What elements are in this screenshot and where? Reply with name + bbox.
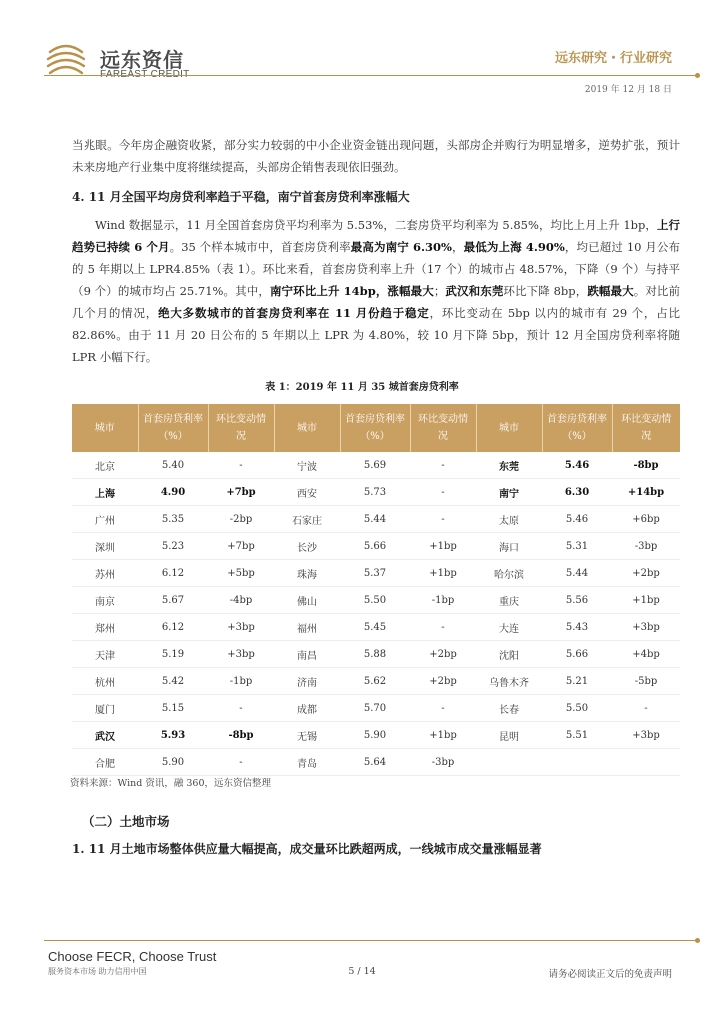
table-caption: 表 1：2019 年 11 月 35 城首套房贷利率: [265, 382, 459, 393]
cell-rate: 5.66: [340, 533, 410, 560]
cell-change: +3bp: [612, 614, 680, 641]
cell-city: 长沙: [274, 533, 340, 560]
cell-change: +5bp: [208, 560, 274, 587]
cell-rate: 5.50: [542, 695, 612, 722]
cell-rate: 6.12: [138, 614, 208, 641]
header-city: 城市: [476, 404, 542, 452]
cell-city: 乌鲁木齐: [476, 668, 542, 695]
table-row: [72, 452, 680, 479]
cell-city: 郑州: [72, 614, 138, 641]
cell-rate: 5.40: [138, 452, 208, 479]
cell-rate: 5.88: [340, 641, 410, 668]
cell-change: [612, 749, 680, 776]
cell-rate: 5.15: [138, 695, 208, 722]
s4-text-3: ，: [451, 240, 464, 254]
cell-city: 南宁: [476, 479, 542, 506]
intro-paragraph: [72, 134, 680, 178]
cell-change: -1bp: [208, 668, 274, 695]
cell-rate: 5.90: [138, 749, 208, 776]
table-header-row: [72, 404, 680, 452]
cell-city: 上海: [72, 479, 138, 506]
cell-change: +7bp: [208, 479, 274, 506]
cell-rate: 6.12: [138, 560, 208, 587]
cell-city: 广州: [72, 506, 138, 533]
cell-rate: 5.35: [138, 506, 208, 533]
section-4-heading: 4. 11 月全国平均房贷利率趋于平稳，南宁首套房贷利率涨幅大: [72, 190, 410, 204]
cell-rate: 5.51: [542, 722, 612, 749]
header-change: 环比变动情况: [612, 404, 680, 452]
land-market-subheading: 1. 11 月土地市场整体供应量大幅提高，成交量环比跌超两成，一线城市成交量涨幅显著: [72, 842, 542, 856]
cell-change: -: [410, 506, 476, 533]
cell-change: +2bp: [410, 668, 476, 695]
cell-rate: 5.70: [340, 695, 410, 722]
intro-text: 当兆眼。今年房企融资收紧，部分实力较弱的中小企业资金链出现问题，头部房企并购行为明显增多，逆势扩张，预计未来房地产行业集中度将继续提高，头部房企销售表现依旧强劲。: [72, 138, 680, 174]
header-city: 城市: [274, 404, 340, 452]
cell-city: 海口: [476, 533, 542, 560]
cell-rate: 5.73: [340, 479, 410, 506]
cell-change: -5bp: [612, 668, 680, 695]
cell-rate: 6.30: [542, 479, 612, 506]
cell-city: 西安: [274, 479, 340, 506]
cell-change: +1bp: [410, 560, 476, 587]
cell-rate: 5.56: [542, 587, 612, 614]
cell-city: 石家庄: [274, 506, 340, 533]
cell-change: -: [208, 749, 274, 776]
s4-text-5: ；: [433, 284, 446, 298]
s4-bold-1: 上行趋势已持续 6 个月: [72, 218, 681, 254]
fareast-logo-icon: [44, 42, 88, 78]
header-change: 环比变动情况: [208, 404, 274, 452]
cell-city: 济南: [274, 668, 340, 695]
cell-city: 珠海: [274, 560, 340, 587]
cell-city: 青岛: [274, 749, 340, 776]
footer-divider-dot: [695, 938, 700, 943]
cell-city: 哈尔滨: [476, 560, 542, 587]
cell-city: 东莞: [476, 452, 542, 479]
cell-change: -: [410, 695, 476, 722]
cell-change: +14bp: [612, 479, 680, 506]
cell-change: +1bp: [410, 722, 476, 749]
cell-rate: 5.50: [340, 587, 410, 614]
s4-bold-5: 武汉和东莞: [445, 284, 504, 298]
cell-change: +3bp: [208, 641, 274, 668]
header-rate: 首套房贷利率（%）: [340, 404, 410, 452]
cell-change: -3bp: [410, 749, 476, 776]
cell-change: -1bp: [410, 587, 476, 614]
cell-city: 大连: [476, 614, 542, 641]
cell-city: 佛山: [274, 587, 340, 614]
cell-change: +3bp: [612, 722, 680, 749]
cell-change: +3bp: [208, 614, 274, 641]
cell-city: 厦门: [72, 695, 138, 722]
cell-rate: 5.23: [138, 533, 208, 560]
cell-change: -: [208, 695, 274, 722]
report-date: 2019 年 12 月 18 日: [584, 85, 672, 95]
cell-change: -: [410, 614, 476, 641]
s4-text-6: 环比下降 8bp，: [503, 284, 588, 298]
header-rate: 首套房贷利率（%）: [542, 404, 612, 452]
table-row: [72, 587, 680, 614]
logo-cn-text: 远东资信: [100, 48, 184, 72]
table-row: [72, 533, 680, 560]
s4-text-2: 。35 个样本城市中，首套房贷利率: [169, 240, 351, 254]
footer-sub-slogan: 服务资本市场 助力信用中国: [48, 967, 147, 976]
cell-rate: 5.37: [340, 560, 410, 587]
cell-rate: 4.90: [138, 479, 208, 506]
cell-change: +1bp: [612, 587, 680, 614]
cell-change: +2bp: [612, 560, 680, 587]
s4-bold-6: 跌幅最大: [587, 284, 634, 298]
cell-rate: 5.44: [340, 506, 410, 533]
footer-slogan: Choose FECR, Choose Trust: [48, 949, 217, 964]
cell-change: -8bp: [208, 722, 274, 749]
header-rate: 首套房贷利率（%）: [138, 404, 208, 452]
table-source: 资料来源：Wind 资讯，融 360，远东资信整理: [70, 778, 272, 789]
header-divider: [44, 75, 700, 76]
cell-city: 长春: [476, 695, 542, 722]
s4-text-4: ，均已超过 10 月公布的 5 年期以上 LPR4.85%（表 1）。环比来看，首套房贷利率上升（17 个）的城市占 48.57%，下降（9 个）与持平（9 个）的城市均占 25.71%。其中，: [72, 240, 680, 298]
cell-city: 重庆: [476, 587, 542, 614]
cell-city: 太原: [476, 506, 542, 533]
s4-text-8: ，环比变动在 5bp 以内的城市有 29 个，占比 82.86%。由于 11 月 20 日公布的 5 年期以上 LPR 为 4.80%，较 10 月下降 5bp，预计 12 月全国房贷利率将随 LPR 小幅下行。: [72, 306, 681, 364]
cell-city: 苏州: [72, 560, 138, 587]
cell-city: 天津: [72, 641, 138, 668]
s4-bold-2: 最高为南宁 6.30%: [350, 240, 452, 254]
s4-bold-7: 绝大多数城市的首套房贷利率在 11 月份趋于稳定: [158, 306, 430, 320]
cell-rate: 5.21: [542, 668, 612, 695]
table-row: [72, 560, 680, 587]
header-city: 城市: [72, 404, 138, 452]
cell-change: -: [208, 452, 274, 479]
table-row: [72, 614, 680, 641]
cell-change: +4bp: [612, 641, 680, 668]
section-label: 远东研究・行业研究: [554, 51, 672, 66]
cell-change: +1bp: [410, 533, 476, 560]
cell-city: 宁波: [274, 452, 340, 479]
footer-divider: [44, 940, 700, 941]
table-body: [72, 452, 680, 776]
cell-city: [476, 749, 542, 776]
cell-rate: 5.64: [340, 749, 410, 776]
cell-city: 杭州: [72, 668, 138, 695]
s4-text-1: Wind 数据显示，11 月全国首套房贷平均利率为 5.53%，二套房贷平均利率为 5.85%，均比上月上升 1bp，: [95, 218, 657, 232]
cell-rate: 5.19: [138, 641, 208, 668]
footer-disclaimer: 请务必阅读正文后的免责声明: [548, 969, 672, 980]
table-row: [72, 749, 680, 776]
cell-rate: 5.46: [542, 506, 612, 533]
cell-rate: 5.67: [138, 587, 208, 614]
section-4-paragraph: [72, 214, 680, 368]
cell-city: 南京: [72, 587, 138, 614]
table-row: [72, 506, 680, 533]
cell-city: 北京: [72, 452, 138, 479]
cell-city: 合肥: [72, 749, 138, 776]
cell-rate: 5.45: [340, 614, 410, 641]
cell-rate: 5.44: [542, 560, 612, 587]
cell-city: 福州: [274, 614, 340, 641]
cell-change: -3bp: [612, 533, 680, 560]
cell-change: -: [410, 452, 476, 479]
table-row: [72, 479, 680, 506]
cell-change: +6bp: [612, 506, 680, 533]
cell-rate: 5.43: [542, 614, 612, 641]
cell-change: -: [612, 695, 680, 722]
s4-bold-4: 南宁环比上升 14bp，涨幅最大: [269, 284, 434, 298]
cell-city: 深圳: [72, 533, 138, 560]
header-divider-dot: [695, 73, 700, 78]
land-market-heading: （二）土地市场: [82, 814, 170, 829]
table-row: [72, 641, 680, 668]
s4-bold-3: 最低为上海 4.90%: [463, 240, 565, 254]
table-row: [72, 695, 680, 722]
cell-rate: 5.90: [340, 722, 410, 749]
cell-rate: 5.46: [542, 452, 612, 479]
cell-rate: 5.42: [138, 668, 208, 695]
company-logo: [44, 40, 194, 80]
cell-rate: 5.69: [340, 452, 410, 479]
cell-city: 昆明: [476, 722, 542, 749]
cell-city: 南昌: [274, 641, 340, 668]
cell-city: 沈阳: [476, 641, 542, 668]
cell-change: +7bp: [208, 533, 274, 560]
cell-city: 无锡: [274, 722, 340, 749]
cell-rate: [542, 749, 612, 776]
table-row: [72, 722, 680, 749]
cell-rate: 5.31: [542, 533, 612, 560]
mortgage-rate-table: [72, 404, 680, 776]
cell-rate: 5.62: [340, 668, 410, 695]
cell-city: 武汉: [72, 722, 138, 749]
cell-change: +2bp: [410, 641, 476, 668]
page-number: 5 / 14: [348, 966, 376, 977]
cell-change: -2bp: [208, 506, 274, 533]
table-row: [72, 668, 680, 695]
cell-change: -8bp: [612, 452, 680, 479]
cell-change: -4bp: [208, 587, 274, 614]
cell-change: -: [410, 479, 476, 506]
cell-rate: 5.93: [138, 722, 208, 749]
header-change: 环比变动情况: [410, 404, 476, 452]
cell-rate: 5.66: [542, 641, 612, 668]
s4-text-7: 。对比前几个月的情况，: [72, 284, 681, 320]
cell-city: 成都: [274, 695, 340, 722]
